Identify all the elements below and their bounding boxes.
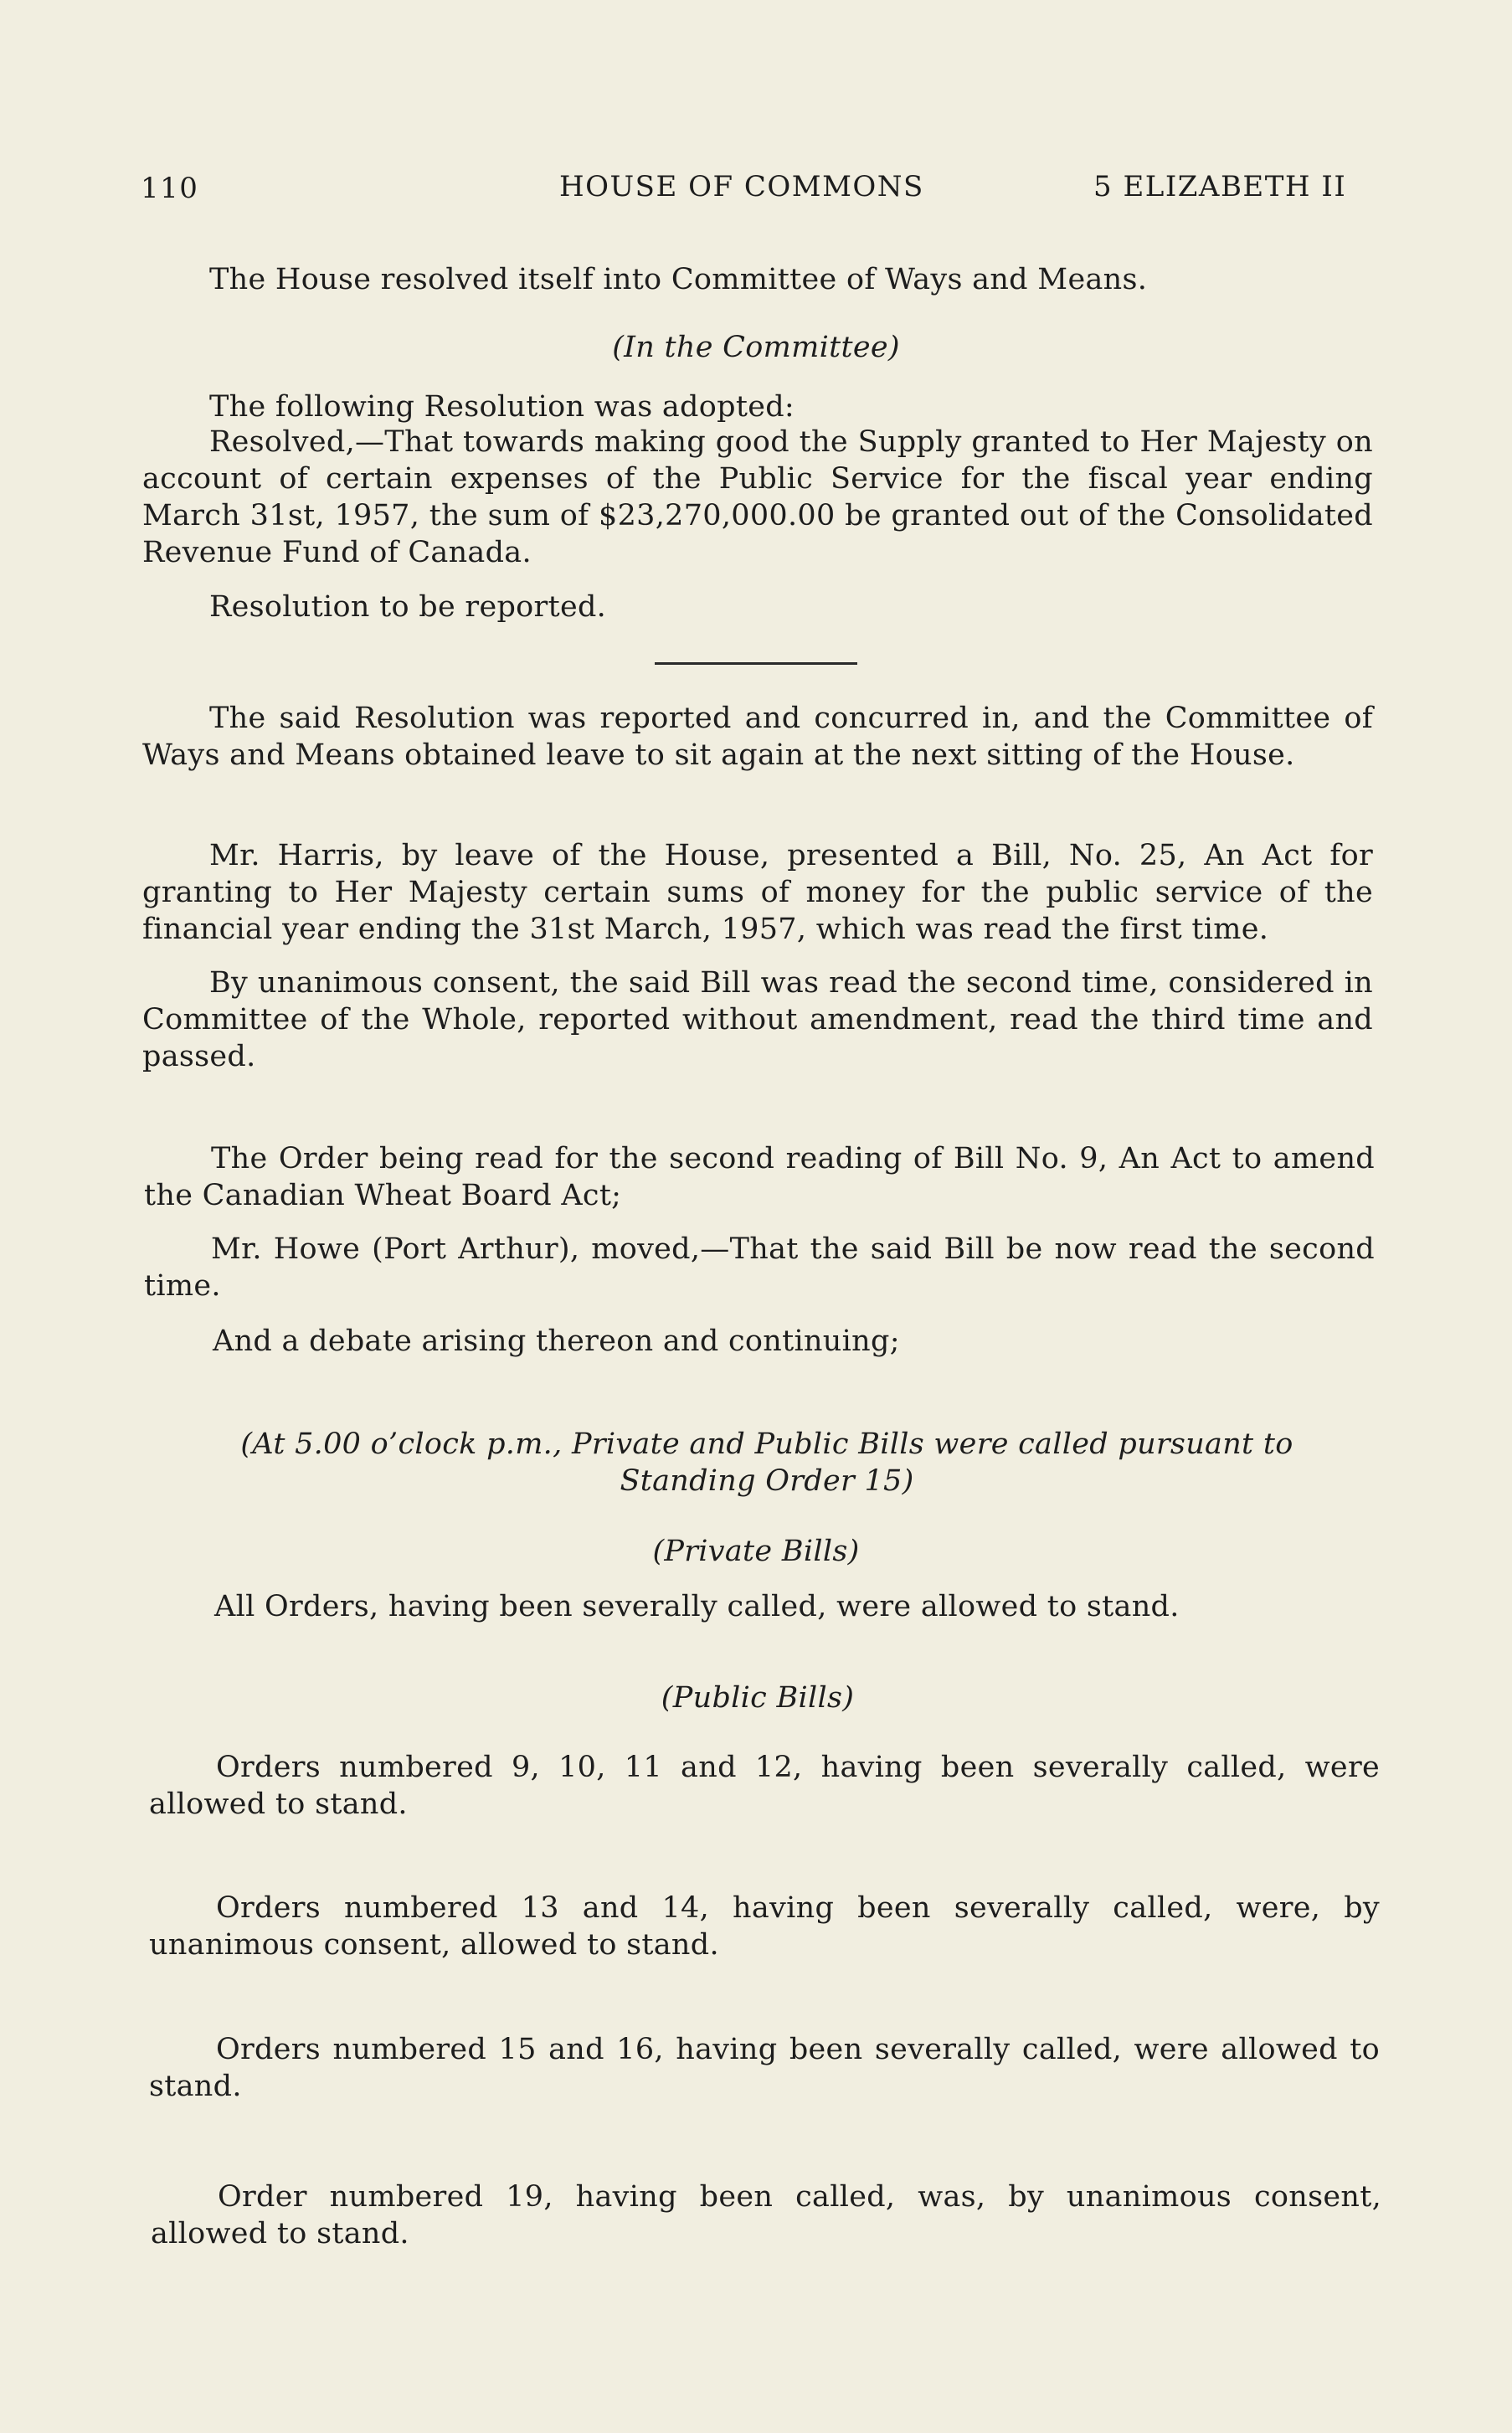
- private-bills-heading: (Private Bills): [652, 1535, 860, 1568]
- order-bill-9-paragraph: The Order being read for the second reading of Bill No. 9, An Act to amend the Canadian Wheat Board Act;: [144, 1142, 1375, 1212]
- all-orders-paragraph: All Orders, having been severally called, were allowed to stand.: [214, 1590, 1180, 1623]
- following-resolution: The following Resolution was adopted:: [209, 390, 795, 424]
- harris-bill-paragraph: Mr. Harris, by leave of the House, presented a Bill, No. 25, An Act for granting to Her Majesty certain sums of money for the public service of the financial year ending the 31st March, 1957, which was read the first time.: [142, 839, 1373, 946]
- committee-paragraph: The House resolved itself into Committee of Ways and Means.: [209, 263, 1148, 296]
- order-19-paragraph: Order numbered 19, having been called, was, by unanimous consent, allowed to stand.: [151, 2180, 1381, 2250]
- resolution-reported: Resolution to be reported.: [209, 590, 607, 624]
- at-five-oclock-note: (At 5.00 o’clock p.m., Private and Public Bills were called pursuant to Standing Order 15): [240, 1427, 1293, 1498]
- page-number: 110: [141, 172, 199, 205]
- orders-13-14-paragraph: Orders numbered 13 and 14, having been severally called, were, by unanimous consent, allowed to stand.: [149, 1891, 1380, 1962]
- public-bills-heading: (Public Bills): [661, 1681, 855, 1715]
- resolved-paragraph: Resolved,—That towards making good the Supply granted to Her Majesty on account of certain expenses of the Public Service for the fiscal year ending March 31st, 1957, the sum of $23,270,000.00 be granted out of the Consolidated Revenue Fund of Canada.: [142, 425, 1373, 569]
- section-divider: [655, 662, 857, 665]
- running-title: HOUSE OF COMMONS: [559, 170, 924, 203]
- orders-15-16-paragraph: Orders numbered 15 and 16, having been severally called, were allowed to stand.: [149, 2033, 1380, 2103]
- debate-paragraph: And a debate arising thereon and continuing;: [213, 1325, 900, 1358]
- unanimous-consent-paragraph: By unanimous consent, the said Bill was read the second time, considered in Committee of the Whole, reported without amendment, read the third time and passed.: [142, 966, 1373, 1073]
- in-committee-heading: (In the Committee): [612, 331, 900, 364]
- orders-9-12-paragraph: Orders numbered 9, 10, 11 and 12, having been severally called, were allowed to stand.: [149, 1751, 1380, 1821]
- said-resolution-paragraph: The said Resolution was reported and concurred in, and the Committee of Ways and Means obtained leave to sit again at the next sitting of the House.: [142, 702, 1373, 772]
- session-label: 5 ELIZABETH II: [1093, 170, 1347, 203]
- howe-motion-paragraph: Mr. Howe (Port Arthur), moved,—That the said Bill be now read the second time.: [144, 1232, 1375, 1303]
